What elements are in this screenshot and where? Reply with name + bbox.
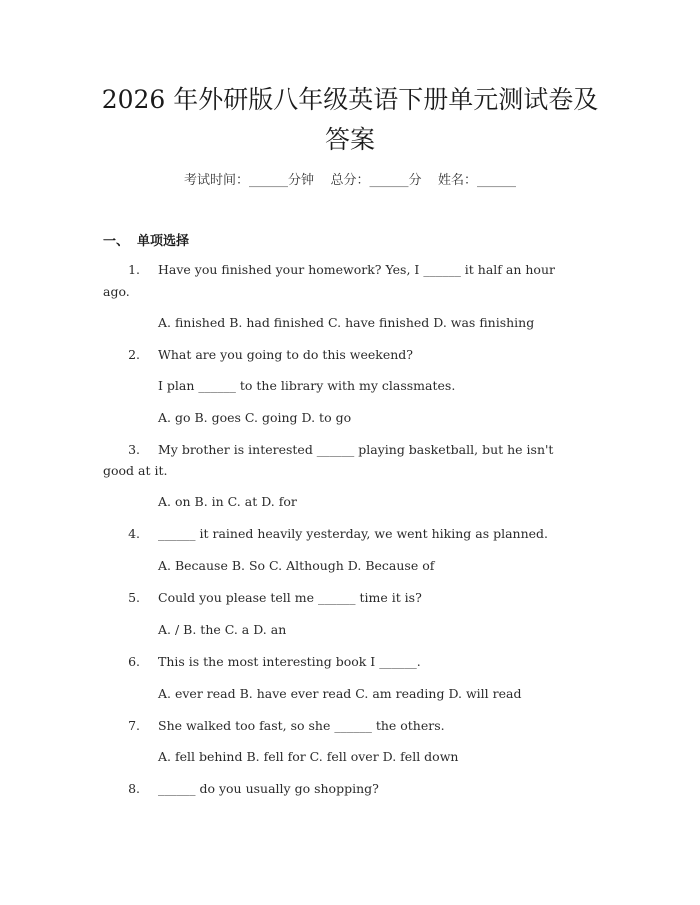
question-number: 6.: [128, 654, 140, 669]
question-number: 1.: [128, 262, 140, 277]
section-heading: [103, 230, 189, 249]
section-number: 一、: [103, 234, 130, 249]
question-options: A. / B. the C. a D. an: [158, 622, 287, 637]
question-text: ______ it rained heavily yesterday, we went hiking as planned.: [158, 526, 549, 541]
question-text-continued: good at it.: [103, 463, 168, 478]
question-text: She walked too fast, so she ______ the others.: [158, 718, 445, 733]
question-options: A. go B. goes C. going D. to go: [158, 410, 352, 425]
title-line-2: 答案: [324, 125, 375, 154]
question-text: What are you going to do this weekend?: [158, 347, 414, 362]
question-options: A. Because B. So C. Although D. Because of: [158, 558, 435, 573]
question-text-continued: ago.: [103, 284, 130, 299]
question-number: 7.: [128, 718, 140, 733]
question-options: A. fell behind B. fell for C. fell over D. fell down: [158, 749, 459, 764]
question-options: A. on B. in C. at D. for: [158, 494, 297, 509]
section-title: 单项选择: [137, 234, 190, 249]
question-options: A. finished B. had finished C. have finished D. was finishing: [158, 315, 535, 330]
title-line-1: 2026 年外研版八年级英语下册单元测试卷及: [101, 85, 599, 114]
question-text: This is the most interesting book I ______.: [158, 654, 421, 669]
question-text: ______ do you usually go shopping?: [158, 781, 379, 796]
question-text: Have you finished your homework? Yes, I ______ it half an hour: [158, 262, 555, 277]
question-number: 2.: [128, 347, 140, 362]
document-title: [60, 80, 640, 160]
question-options: A. ever read B. have ever read C. am reading D. will read: [158, 686, 522, 701]
question-number: 4.: [128, 526, 140, 541]
question-number: 3.: [128, 442, 140, 457]
question-number: 5.: [128, 590, 140, 605]
question-text: My brother is interested ______ playing basketball, but he isn't: [158, 442, 554, 457]
exam-meta-line: 考试时间：______分钟 总分：______分 姓名：______: [183, 173, 517, 188]
question-text-second-line: I plan ______ to the library with my classmates.: [158, 378, 456, 393]
question-text: Could you please tell me ______ time it is?: [158, 590, 422, 605]
question-number: 8.: [128, 781, 140, 796]
